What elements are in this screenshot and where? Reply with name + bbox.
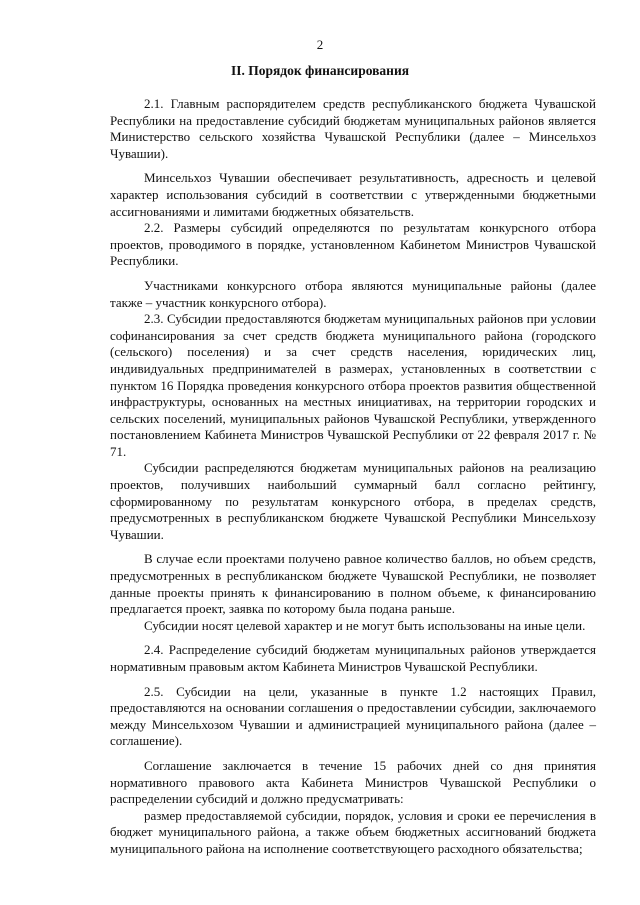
paragraph-2-1: 2.1. Главным распорядителем средств республиканского бюджета Чувашской Республики на предоставление субсидий бюджетам муниципальных районов является Министерство сельского хозяйства Чувашской Республики (далее – Минсельхоз Чувашии). — [110, 96, 596, 161]
paragraph-equal-scores: В случае если проектами получено равное количество баллов, но объем средств, предусмотренных в республиканском бюджете Чувашской Республики, не позволяет данные проекты принять к финансированию в полном объеме, к финансированию предлагается проект, заявка по которому была подана раньше. — [110, 551, 596, 617]
paragraph-minselkhoz-responsibility: Минсельхоз Чувашии обеспечивает результативность, адресность и целевой характер использования субсидий в соответствии с утвержденными бюджетными ассигнованиями и лимитами бюджетных обязательств. — [110, 170, 596, 219]
paragraph-2-3: 2.3. Субсидии предоставляются бюджетам муниципальных районов при условии софинансирования за счет средств бюджета муниципального района (городского (сельского) поселения) и за счет средств населения, юридических лиц, индивидуальных предпринимателей в размерах, установленных в соответствии с пунктом 16 Порядка проведения конкурсного отбора проектов развития общественной инфраструктуры, основанных на местных инициативах, на территории городских и сельских поселений, муниципальных районов Чувашской Республики, утвержденного постановлением Кабинета Министров Чувашской Республики от 22 февраля 2017 г. № 71. — [110, 311, 596, 459]
paragraph-target-use: Субсидии носят целевой характер и не могут быть использованы на иные цели. — [144, 617, 586, 633]
document-body — [110, 96, 596, 858]
paragraph-subsidy-size: размер предоставляемой субсидии, порядок, условия и сроки ее перечисления в бюджет муниципального района, а также объем бюджетных ассигнований бюджета муниципального района на исполнение соответствующего расходного обязательства; — [110, 807, 596, 856]
paragraph-2-5: 2.5. Субсидии на цели, указанные в пункте 1.2 настоящих Правил, предоставляются на основании соглашения о предоставлении субсидии, заключаемого между Минсельхозом Чувашии и администрацией муниципального района (далее – соглашение). — [110, 683, 596, 749]
paragraph-2-4: 2.4. Распределение субсидий бюджетам муниципальных районов утверждается нормативным правовым актом Кабинета Министров Чувашской Республики. — [110, 642, 596, 674]
page-number: 2 — [316, 37, 324, 52]
paragraph-2-2: 2.2. Размеры субсидий определяются по результатам конкурсного отбора проектов, проводимого в порядке, установленном Кабинетом Министров Чувашской Республики. — [110, 220, 596, 269]
paragraph-agreement-terms: Соглашение заключается в течение 15 рабочих дней со дня принятия нормативного правового акта Кабинета Министров Чувашской Республики о распределении субсидий и должно предусматривать: — [110, 757, 596, 807]
paragraph-participants: Участниками конкурсного отбора являются муниципальные районы (далее также – участник конкурсного отбора). — [110, 277, 596, 310]
paragraph-distribution: Субсидии распределяются бюджетам муниципальных районов на реализацию проектов, получивших наибольший суммарный балл согласно рейтингу, сформированному по результатам конкурсного отбора, в пределах средств, предусмотренных в республиканском бюджете Чувашской Республики Минсельхозу Чувашии. — [110, 460, 596, 542]
section-heading: II. Порядок финансирования — [230, 63, 410, 78]
